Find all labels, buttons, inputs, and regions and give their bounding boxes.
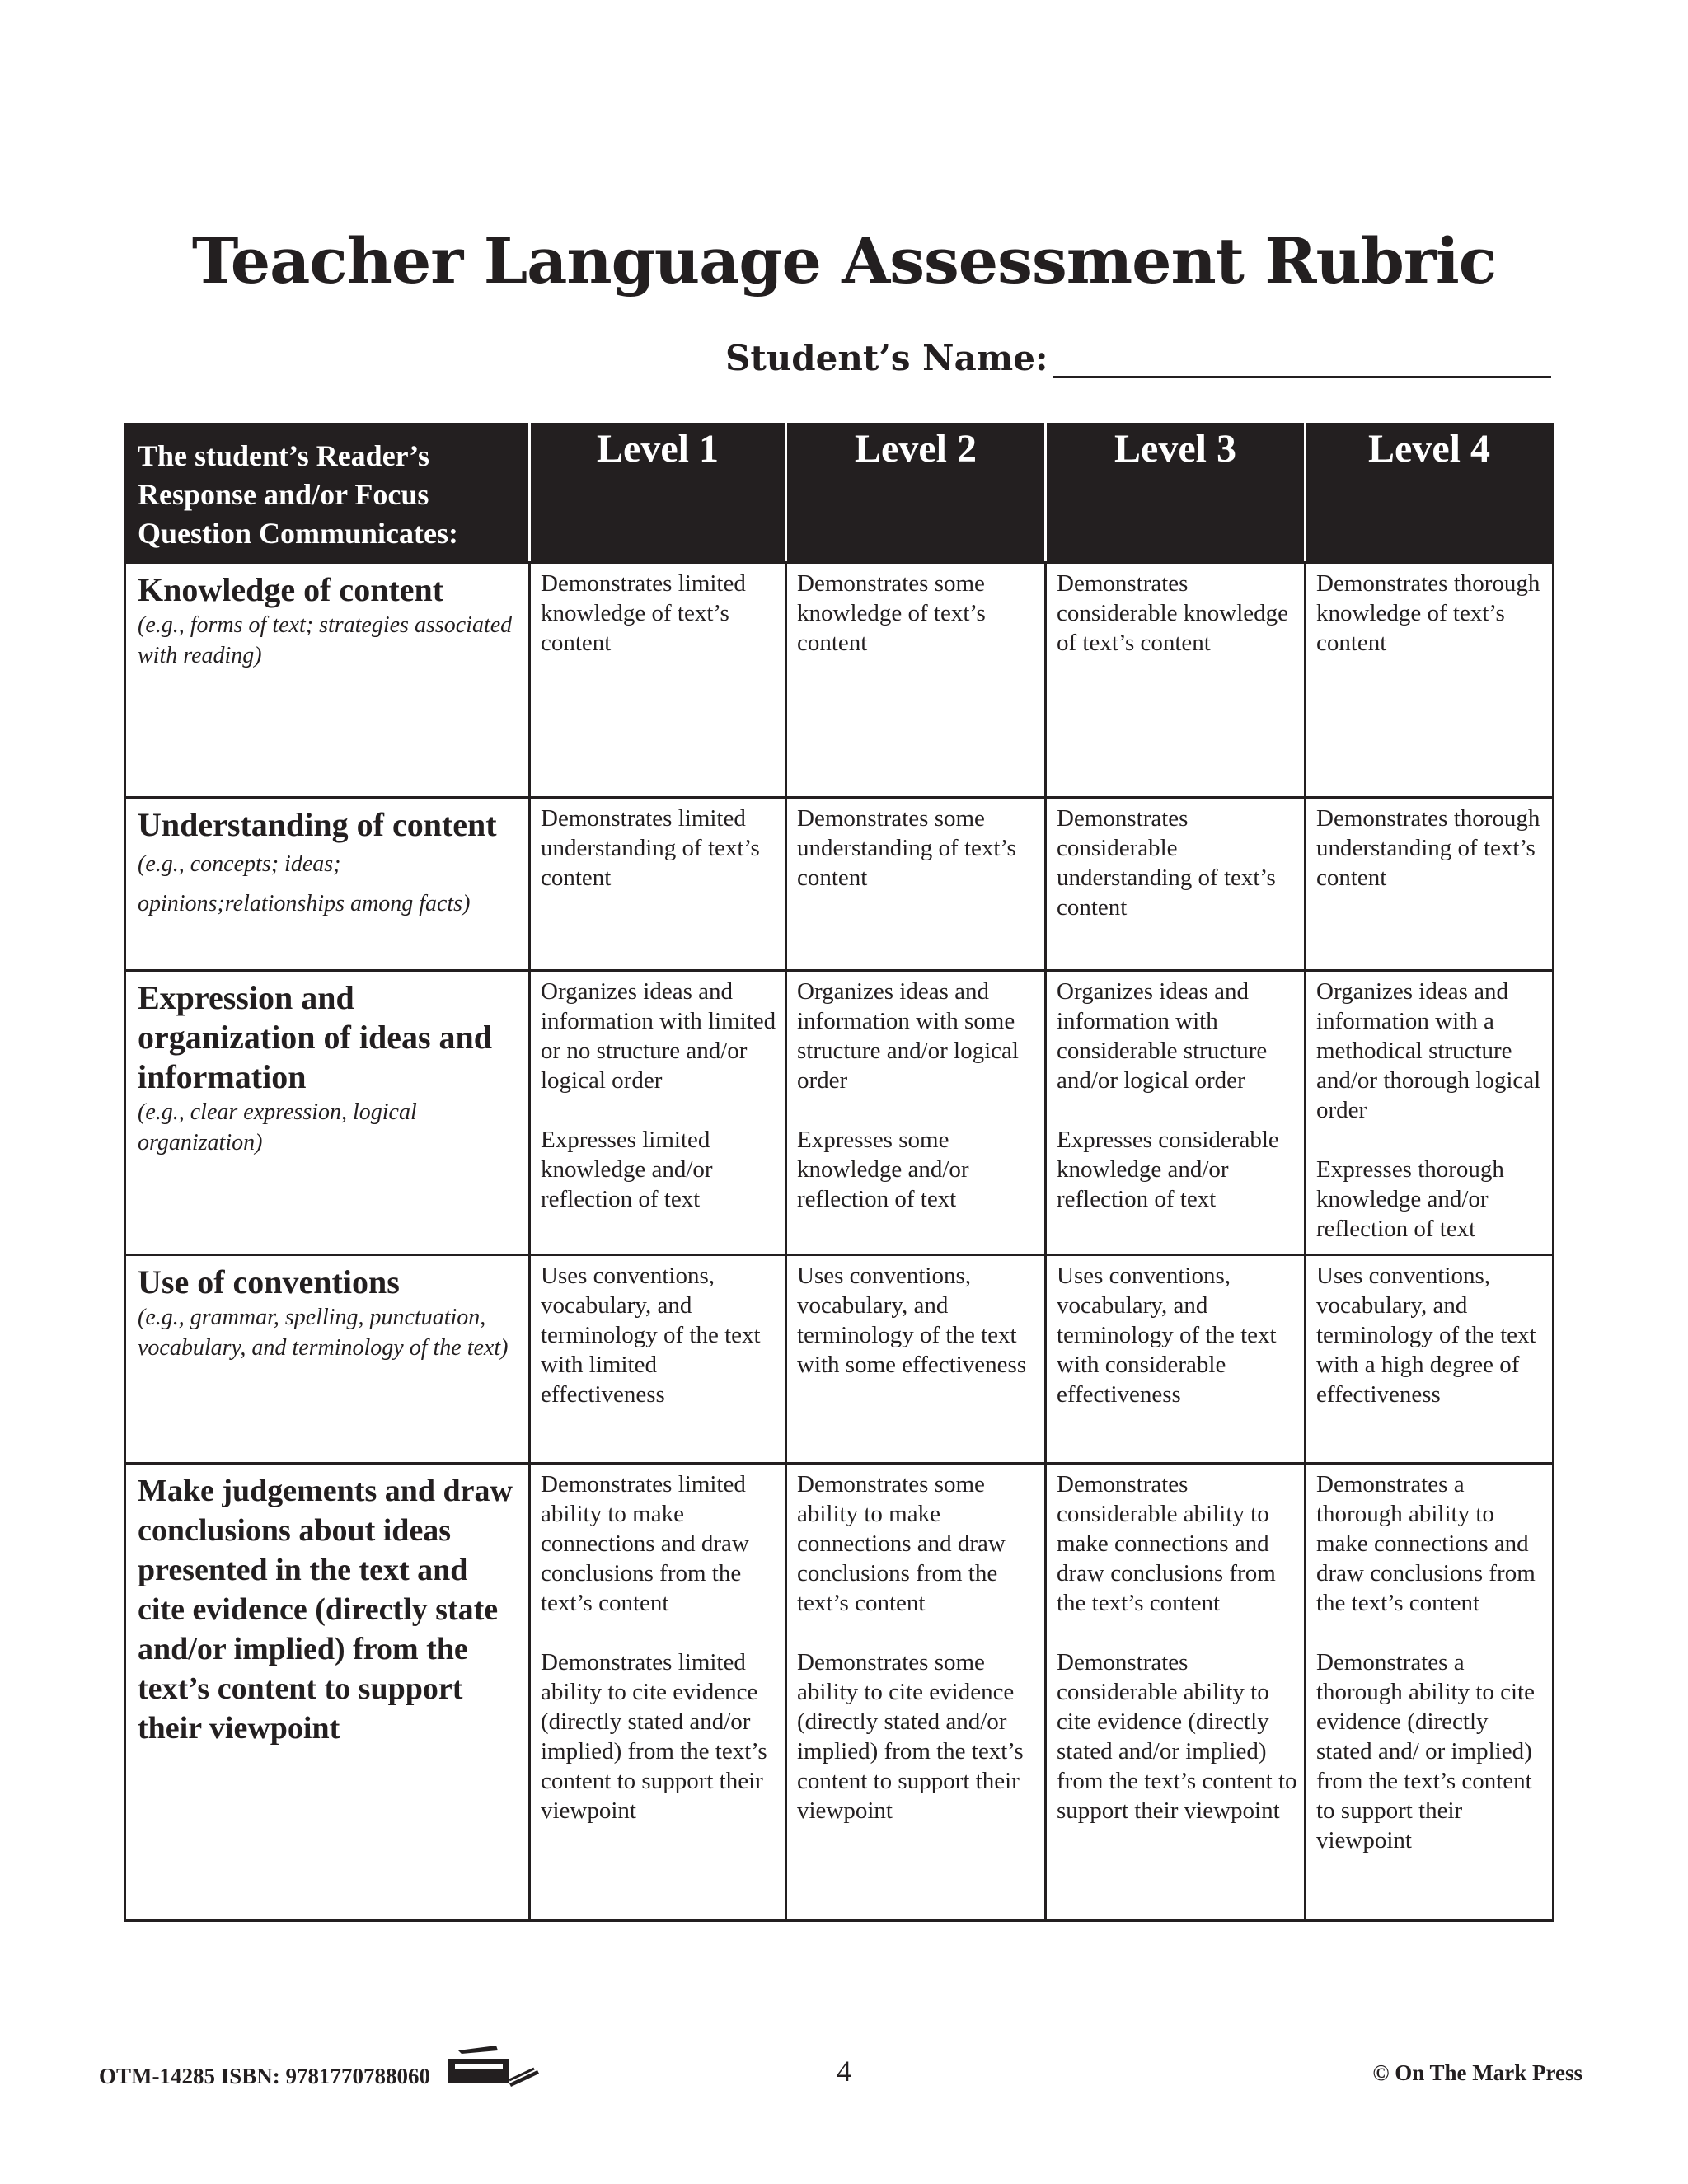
descriptor: Demonstrates limited ability to cite evidence (directly stated and/or implied) from the text’s content to support their viewpoint: [541, 1649, 767, 1824]
criterion-cell: [125, 971, 530, 1255]
level-1-cell: [530, 798, 786, 971]
isbn-text: OTM-14285 ISBN: 9781770788060: [99, 2063, 431, 2088]
descriptor: Demonstrates limited knowledge of text’s content: [541, 570, 746, 656]
descriptor: Demonstrates some understanding of text’s content: [797, 805, 1016, 891]
level-2-cell: [786, 563, 1046, 798]
criterion-title: Knowledge of content: [138, 571, 444, 608]
descriptor: Uses conventions, vocabulary, and terminology of the text with considerable effectiveness: [1057, 1263, 1277, 1408]
criterion-subtitle: (e.g., clear expression, logical organization): [138, 1099, 417, 1155]
level-2-cell: [786, 971, 1046, 1255]
level-3-cell: [1046, 563, 1306, 798]
table-row: [125, 1464, 1554, 1921]
level-3-cell: [1046, 971, 1306, 1255]
criterion-title: Use of conventions: [138, 1263, 400, 1301]
level-2-cell: [786, 1464, 1046, 1921]
header-row: [125, 424, 1554, 563]
student-name-blank[interactable]: [1053, 338, 1551, 378]
level-1-cell: [530, 1464, 786, 1921]
descriptor: Demonstrates thorough knowledge of text’s content: [1316, 570, 1540, 656]
descriptor: Demonstrates a thorough ability to make connections and draw conclusions from the text’s content: [1316, 1471, 1536, 1616]
descriptor: Organizes ideas and information with a methodical structure and/or thorough logical order: [1316, 978, 1541, 1123]
student-name-label: Student’s Name:: [725, 338, 1048, 378]
descriptor: Demonstrates considerable ability to cite evidence (directly stated and/or implied) from the text’s content to support their viewpoint: [1057, 1649, 1297, 1824]
criteria-header: The student’s Reader’s Response and/or Focus Question Communicates:: [125, 424, 530, 563]
descriptor: Uses conventions, vocabulary, and terminology of the text with a high degree of effectiveness: [1316, 1263, 1536, 1408]
descriptor: Uses conventions, vocabulary, and terminology of the text with some effectiveness: [797, 1263, 1027, 1378]
criterion-title: Make judgements and draw conclusions about ideas presented in the text and cite evidence (directly state and/or implied) from the text’s content to support their viewpoint: [138, 1474, 513, 1746]
level-4-cell: [1306, 563, 1554, 798]
level-1-cell: [530, 563, 786, 798]
criterion-title: Understanding of content: [138, 806, 497, 843]
criterion-cell: [125, 1255, 530, 1464]
descriptor: Demonstrates considerable ability to make connections and draw conclusions from the text’s content: [1057, 1471, 1276, 1616]
level-2-cell: [786, 1255, 1046, 1464]
level-3-cell: [1046, 1464, 1306, 1921]
descriptor: Expresses limited knowledge and/or reflection of text: [541, 1127, 713, 1212]
criterion-subtitle: (e.g., grammar, spelling, punctuation, vocabulary, and terminology of the text): [138, 1305, 509, 1361]
criterion-cell: [125, 798, 530, 971]
descriptor: Demonstrates some knowledge of text’s content: [797, 570, 986, 656]
level-2-header: Level 2: [786, 424, 1046, 563]
level-4-header: Level 4: [1306, 424, 1554, 563]
criterion-cell: [125, 563, 530, 798]
descriptor: Demonstrates thorough understanding of text’s content: [1316, 805, 1540, 891]
level-4-cell: [1306, 971, 1554, 1255]
level-4-cell: [1306, 798, 1554, 971]
level-3-cell: [1046, 1255, 1306, 1464]
descriptor: Demonstrates some ability to cite evidence (directly stated and/or implied) from the text’s content to support their viewpoint: [797, 1649, 1024, 1824]
descriptor: Demonstrates a thorough ability to cite evidence (directly stated and/ or implied) from the text’s content to support their viewpoint: [1316, 1649, 1535, 1854]
level-4-cell: [1306, 1255, 1554, 1464]
descriptor: Organizes ideas and information with some structure and/or logical order: [797, 978, 1019, 1094]
page-title: Teacher Language Assessment Rubric: [191, 224, 1497, 298]
descriptor: Demonstrates considerable understanding of text’s content: [1057, 805, 1276, 921]
criterion-subtitle: (e.g., forms of text; strategies associated with reading): [138, 612, 513, 668]
descriptor: Demonstrates considerable knowledge of text’s content: [1057, 570, 1289, 656]
descriptor: Expresses some knowledge and/or reflection of text: [797, 1127, 969, 1212]
criterion-cell: [125, 1464, 530, 1921]
descriptor: Expresses thorough knowledge and/or reflection of text: [1316, 1156, 1504, 1242]
descriptor: Organizes ideas and information with limited or no structure and/or logical order: [541, 978, 776, 1094]
criterion-subtitle: (e.g., concepts; ideas; opinions;relationships among facts): [138, 851, 471, 916]
level-1-cell: [530, 1255, 786, 1464]
descriptor: Demonstrates limited ability to make connections and draw conclusions from the text’s content: [541, 1471, 749, 1616]
student-name-field: [725, 338, 1551, 378]
rubric-table: [124, 423, 1554, 1922]
level-1-cell: [530, 971, 786, 1255]
table-row: [125, 563, 1554, 798]
level-3-cell: [1046, 798, 1306, 971]
level-1-header: Level 1: [530, 424, 786, 563]
table-row: [125, 1255, 1554, 1464]
level-3-header: Level 3: [1046, 424, 1306, 563]
level-4-cell: [1306, 1464, 1554, 1921]
criterion-title: Expression and organization of ideas and information: [138, 979, 493, 1095]
descriptor: Demonstrates some ability to make connections and draw conclusions from the text’s content: [797, 1471, 1006, 1616]
descriptor: Demonstrates limited understanding of text’s content: [541, 805, 760, 891]
page-number: 4: [837, 2055, 851, 2088]
copyright: © On The Mark Press: [1372, 2060, 1582, 2085]
descriptor: Expresses considerable knowledge and/or reflection of text: [1057, 1127, 1279, 1212]
table-row: [125, 798, 1554, 971]
table-row: [125, 971, 1554, 1255]
level-2-cell: [786, 798, 1046, 971]
descriptor: Uses conventions, vocabulary, and terminology of the text with limited effectiveness: [541, 1263, 761, 1408]
descriptor: Organizes ideas and information with considerable structure and/or logical order: [1057, 978, 1268, 1094]
